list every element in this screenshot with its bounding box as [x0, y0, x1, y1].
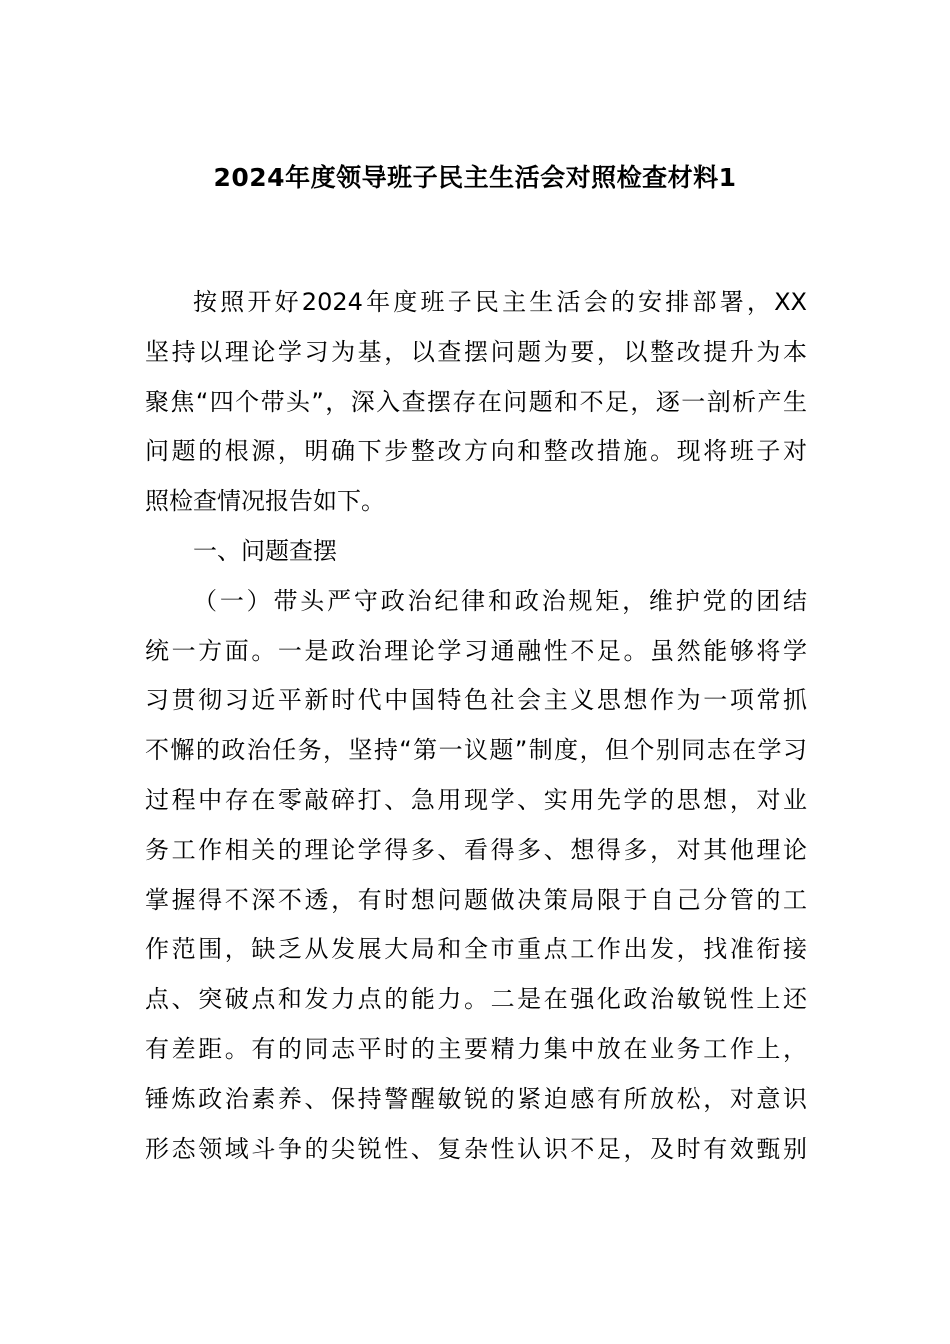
- paragraph-line: 务工作相关的理论学得多、看得多、想得多，对其他理论: [145, 835, 807, 864]
- paragraph-line: 形态领域斗争的尖锐性、复杂性认识不足，及时有效甄别: [145, 1134, 807, 1163]
- paragraph-line: 统一方面。一是政治理论学习通融性不足。虽然能够将学: [145, 636, 807, 665]
- paragraph-line: 不懈的政治任务，坚持“第一议题”制度，但个别同志在学习: [145, 736, 807, 765]
- paragraph-line: 聚焦“四个带头”，深入查摆存在问题和不足，逐一剖析产生: [145, 387, 807, 416]
- paragraph-line: 点、突破点和发力点的能力。二是在强化政治敏锐性上还: [145, 985, 807, 1014]
- document-body: [145, 278, 807, 1174]
- paragraph-line: 锤炼政治素养、保持警醒敏锐的紧迫感有所放松，对意识: [145, 1084, 807, 1113]
- paragraph-line: 坚持以理论学习为基，以查摆问题为要，以整改提升为本: [145, 337, 807, 366]
- paragraph-line: 问题的根源，明确下步整改方向和整改措施。现将班子对: [145, 437, 807, 466]
- paragraph-line: 有差距。有的同志平时的主要精力集中放在业务工作上，: [145, 1034, 807, 1063]
- paragraph-line: 照检查情况报告如下。: [145, 487, 385, 516]
- paragraph-line: 作范围，缺乏从发展大局和全市重点工作出发，找准衔接: [145, 935, 807, 964]
- paragraph-line: 掌握得不深不透，有时想问题做决策局限于自己分管的工: [145, 885, 807, 914]
- paragraph-line: 按照开好2024年度班子民主生活会的安排部署，XX: [193, 288, 807, 316]
- paragraph-line: 过程中存在零敲碎打、急用现学、实用先学的思想，对业: [145, 785, 807, 814]
- document-title: 2024年度领导班子民主生活会对照检查材料1: [213, 163, 737, 192]
- paragraph-line: 习贯彻习近平新时代中国特色社会主义思想作为一项常抓: [145, 686, 807, 715]
- paragraph-line: （一）带头严守政治纪律和政治规矩，维护党的团结: [193, 586, 807, 615]
- section-heading: 一、问题查摆: [193, 536, 337, 565]
